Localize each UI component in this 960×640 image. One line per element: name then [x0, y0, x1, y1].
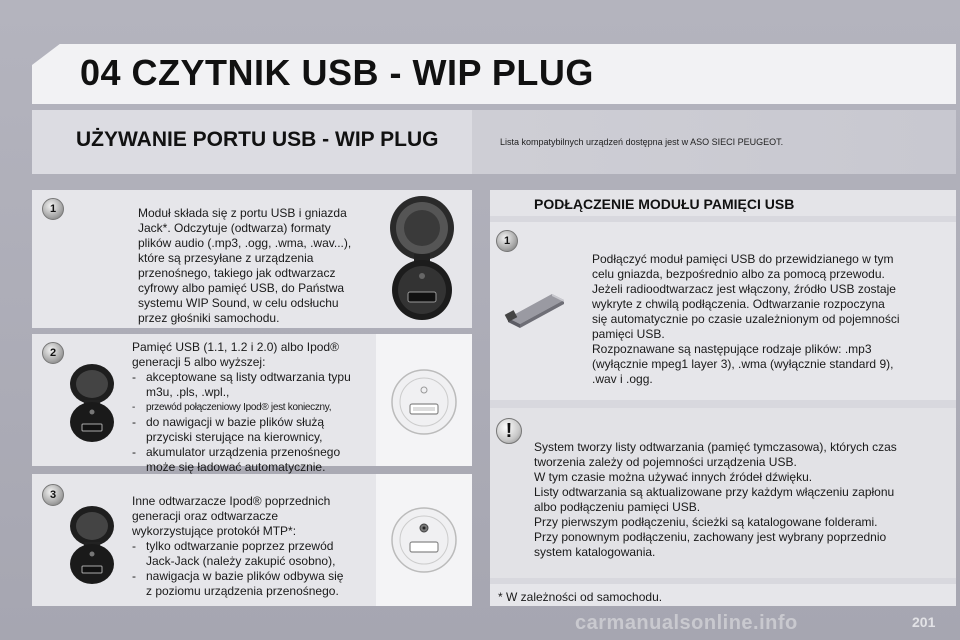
connect-line: (wyłącznie mpeg1 layer 3), .wma (wyłącznie standard 9),	[592, 357, 894, 371]
connect-line: Jeżeli radioodtwarzacz jest włączony, źródło USB zostaje	[592, 282, 896, 296]
step2-intro-line: generacji 5 albo wyższej:	[132, 355, 266, 369]
jack-port-closeup-illustration	[388, 504, 460, 576]
list-item: - akumulator urządzenia przenośnego może się ładować automatycznie.	[132, 445, 372, 475]
step1-line: Moduł składa się z portu USB i gniazda	[138, 206, 347, 220]
warning-line: Przy ponownym podłączeniu, zachowany jest wybrany poprzednio	[534, 530, 887, 544]
connect-heading: PODŁĄCZENIE MODUŁU PAMIĘCI USB	[534, 196, 795, 212]
warning-line: albo podłączeniu pamięci USB.	[534, 500, 701, 514]
step3-list	[132, 539, 372, 599]
step1-line: Jack*. Odczytuje (odtwarza) formaty	[138, 221, 331, 235]
warning-line: system katalogowania.	[534, 545, 656, 559]
list-item: - akceptowane są listy odtwarzania typu m3u, .pls, .wpl.,	[132, 370, 372, 400]
list-item: - tylko odtwarzanie poprzez przewód Jack-Jack (należy zakupić osobno),	[132, 539, 372, 569]
connect-text	[592, 252, 944, 387]
step2-badge: 2	[42, 342, 64, 364]
connect-line: .wav i .ogg.	[592, 372, 653, 386]
warning-line: System tworzy listy odtwarzania (pamięć tymczasowa), których czas	[534, 440, 897, 454]
jack-socket-illustration	[64, 504, 120, 586]
warning-text	[534, 440, 944, 560]
watermark: carmanualsonline.info	[575, 612, 798, 634]
warning-line: Przy pierwszym podłączeniu, ścieżki są katalogowane folderami.	[534, 515, 878, 529]
warning-line: tworzenia zależy od pojemności urządzenia USB.	[534, 455, 797, 469]
footnote: * W zależności od samochodu.	[498, 590, 663, 604]
compatibility-note: Lista kompatybilnych urządzeń dostępna jest w ASO SIECI PEUGEOT.	[500, 137, 784, 147]
page-number: 201	[912, 614, 936, 630]
step1-line: które są przesyłane z urządzenia	[138, 251, 314, 265]
connect-line: celu gniazda, bezpośrednio albo za pomocą przewodu.	[592, 267, 885, 281]
step1-badge: 1	[42, 198, 64, 220]
usb-socket-open-illustration	[384, 194, 460, 324]
usb-port-closeup-illustration	[388, 366, 460, 438]
warning-line: Listy odtwarzania są aktualizowane przy każdym włączeniu zapłonu	[534, 485, 895, 499]
section-subtitle: UŻYWANIE PORTU USB - WIP PLUG	[76, 128, 439, 151]
list-item: - przewód połączeniowy Ipod® jest konieczny,	[132, 400, 372, 415]
connect-line: Rozpoznawane są następujące rodzaje plików: .mp3	[592, 342, 872, 356]
step2-text	[132, 340, 372, 475]
warning-icon: !	[496, 418, 522, 444]
step1-line: cyfrowy albo pamięć USB, do Państwa	[138, 281, 345, 295]
step3-intro-line: Inne odtwarzacze Ipod® poprzednich	[132, 494, 331, 508]
step3-intro-line: wykorzystujące protokół MTP*:	[132, 524, 297, 538]
connect-line: Podłączyć moduł pamięci USB do przewidzianego w tym	[592, 252, 894, 266]
step1-text	[138, 206, 378, 326]
step3-text	[132, 494, 372, 599]
step2-list	[132, 370, 372, 475]
step1-line: przez głośniki samochodu.	[138, 311, 280, 325]
page-title: 04 CZYTNIK USB - WIP PLUG	[80, 52, 594, 93]
step1-line: przenośnego, takiego jak odtwarzacz	[138, 266, 336, 280]
list-item: - do nawigacji w bazie plików służą przyciski sterujące na kierownicy,	[132, 415, 372, 445]
warning-line: W tym czasie można używać innych źródeł dźwięku.	[534, 470, 813, 484]
step1-line: plików audio (.mp3, .ogg, .wma, .wav...),	[138, 236, 352, 250]
step3-badge: 3	[42, 484, 64, 506]
step1-line: systemu WIP Sound, w celu odsłuchu	[138, 296, 339, 310]
connect-line: pamięci USB.	[592, 327, 665, 341]
usb-socket-closed-illustration	[64, 362, 120, 444]
connect-line: wykryte z chwilą podłączenia. Odtwarzanie rozpoczyna	[592, 297, 885, 311]
step2-intro-line: Pamięć USB (1.1, 1.2 i 2.0) albo Ipod®	[132, 340, 339, 354]
connect-step-badge: 1	[496, 230, 518, 252]
connect-line: się automatycznie po czasie uzależnionym od pojemności	[592, 312, 900, 326]
list-item: - nawigacja w bazie plików odbywa się z poziomu urządzenia przenośnego.	[132, 569, 372, 599]
step3-intro-line: generacji oraz odtwarzacze	[132, 509, 279, 523]
usb-stick-illustration	[504, 288, 568, 328]
